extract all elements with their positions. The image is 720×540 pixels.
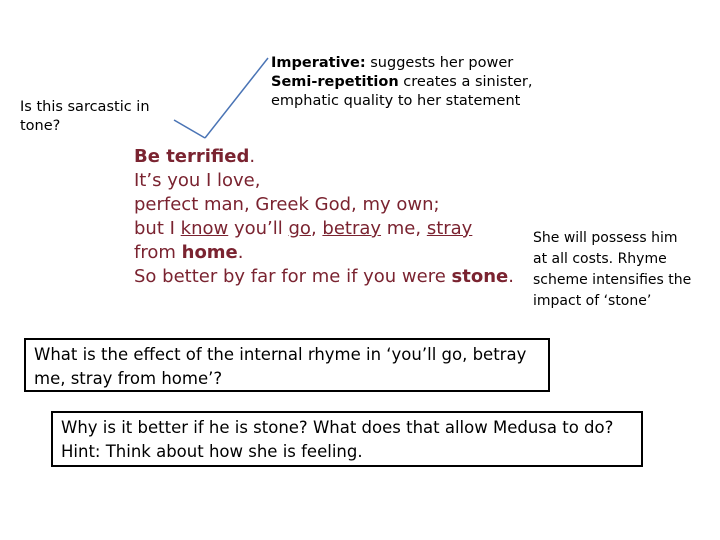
rhyme-scheme-note: She will possess him at all costs. Rhyme scheme intensifies the impact of ‘stone’ [533, 230, 692, 309]
annotation-line-right [205, 58, 268, 138]
poem-line-5-end: . [237, 242, 244, 263]
poem-word-stray: stray [426, 218, 473, 239]
poem-line-1 [134, 145, 514, 169]
poem-word-betray: betray [322, 218, 382, 239]
poem-word-home: home [181, 242, 238, 263]
question-box-internal-rhyme: What is the effect of the internal rhyme in ‘you’ll go, betray me, stray from home’? [24, 338, 550, 392]
imperative-note [271, 54, 541, 111]
poem-word-stone: stone [451, 266, 509, 287]
poem-line-3: perfect man, Greek God, my own; [134, 194, 440, 215]
sarcasm-question-note: Is this sarcastic in tone? [20, 99, 150, 134]
poem-be-terrified: Be terrified [134, 146, 250, 167]
poem-line-4-c: , [310, 218, 323, 239]
poem-extract [134, 145, 514, 289]
semi-repetition-text: creates a sinister, emphatic quality to her statement [271, 74, 533, 109]
poem-line-5 [134, 241, 514, 265]
imperative-label: Imperative: [271, 55, 366, 71]
poem-line-4-d: me, [381, 218, 427, 239]
poem-line-4-a: but I [134, 218, 181, 239]
poem-word-go: go [288, 218, 311, 239]
poem-line-5-a: from [134, 242, 182, 263]
annotation-line-left [174, 120, 205, 138]
imperative-text: suggests her power [370, 55, 514, 71]
poem-line-6 [134, 265, 514, 289]
semi-repetition-label: Semi-repetition [271, 74, 399, 90]
poem-word-know: know [180, 218, 229, 239]
poem-line-2: It’s you I love, [134, 170, 261, 191]
poem-line-4-b: you’ll [228, 218, 289, 239]
poem-line-6-a: So better by far for me if you were [134, 266, 452, 287]
poem-line-4 [134, 217, 514, 241]
poem-line-6-end: . [508, 266, 514, 287]
poem-line-1-end: . [249, 146, 256, 167]
question-box-stone: Why is it better if he is stone? What does that allow Medusa to do? Hint: Think about how she is feeling. [51, 411, 643, 467]
